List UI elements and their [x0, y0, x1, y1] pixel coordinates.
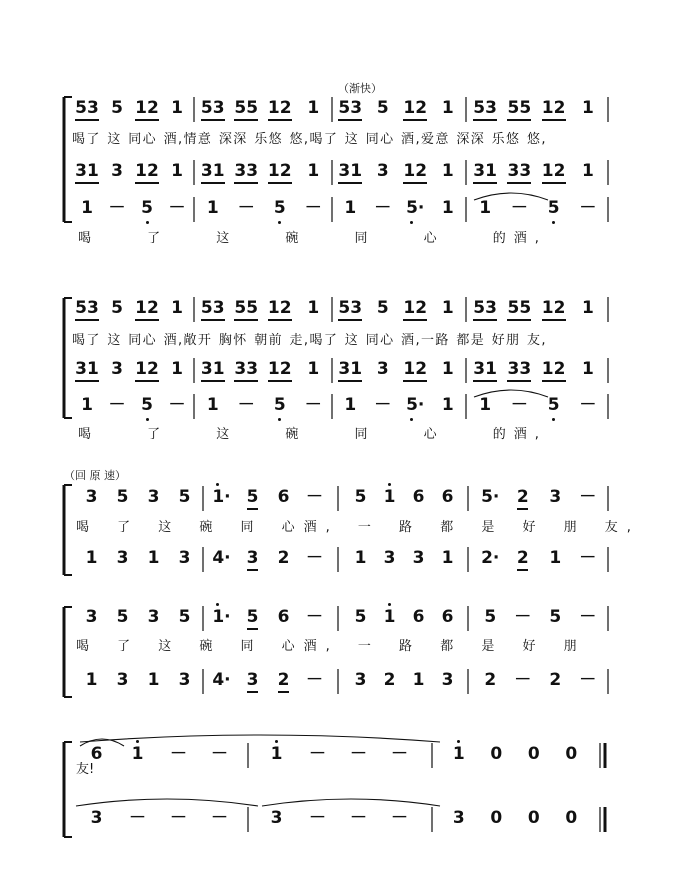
eighth-underline [507, 319, 531, 321]
note-1-3-1: 33 [507, 161, 532, 181]
note-5-0-1: － [108, 395, 126, 415]
note-1-0-1: 3 [111, 161, 123, 181]
note-6-3-3: － [579, 487, 597, 507]
note-5-1-2: 5 [273, 395, 286, 415]
note-2-2-2: 5· [406, 198, 425, 218]
eighth-underline [234, 319, 258, 321]
note-6-0-3: 5 [178, 487, 191, 507]
note-2-3-3: － [579, 198, 597, 218]
note-10-1-1: － [309, 744, 326, 764]
note-1-1-2: 12 [267, 161, 292, 181]
note-4-3-0: 31 [473, 359, 497, 379]
note-2-0-2: 5 [141, 198, 153, 218]
lyrics-line-1: 喝了 这 同心 酒,情意 深深 乐悠 悠,喝了 这 同心 酒,爱意 深深 乐悠 悠, [72, 132, 547, 147]
note-6-1-1: 5 [246, 487, 259, 507]
note-10-2-1: 0 [490, 744, 503, 764]
note-3-0-0: 53 [75, 298, 99, 318]
note-5-0-0: 1 [81, 395, 93, 415]
note-1-1-0: 31 [200, 161, 225, 181]
note-8-0-2: 3 [147, 607, 160, 627]
note-6-0-2: 3 [147, 487, 160, 507]
eighth-underline [135, 182, 159, 184]
eighth-underline [278, 691, 289, 693]
note-4-0-3: 1 [171, 359, 183, 379]
note-4-3-3: 1 [581, 359, 594, 379]
note-0-3-2: 12 [541, 98, 566, 118]
eighth-underline [268, 119, 292, 121]
note-6-0-0: 3 [85, 487, 98, 507]
note-5-2-2: 5· [406, 395, 425, 415]
note-0-0-0: 53 [75, 98, 99, 118]
note-6-1-0: 1· [212, 487, 231, 507]
note-4-0-2: 12 [135, 359, 159, 379]
note-1-2-1: 3 [376, 161, 389, 181]
note-11-1-0: 3 [270, 808, 283, 828]
note-9-2-0: 3 [354, 670, 367, 690]
note-6-2-0: 5 [354, 487, 367, 507]
note-7-2-0: 1 [354, 548, 367, 568]
note-9-1-2: 2 [277, 670, 290, 690]
note-9-1-3: － [306, 670, 323, 690]
eighth-underline [507, 380, 531, 382]
eighth-underline [135, 119, 159, 121]
note-1-1-1: 33 [234, 161, 259, 181]
system-2-bracket [64, 298, 72, 418]
note-1-0-2: 12 [135, 161, 159, 181]
note-5-3-3: － [579, 395, 597, 415]
octave-dot-below [146, 418, 149, 421]
eighth-underline [247, 569, 258, 571]
note-5-2-3: 1 [441, 395, 454, 415]
note-6-1-3: － [306, 487, 323, 507]
note-7-0-2: 1 [147, 548, 160, 568]
note-11-0-1: － [129, 808, 146, 828]
octave-dot-above [388, 483, 391, 486]
note-3-3-3: 1 [581, 298, 594, 318]
eighth-underline [201, 380, 225, 382]
note-0-2-0: 53 [338, 98, 363, 118]
eighth-underline [201, 182, 225, 184]
note-2-2-1: － [374, 198, 392, 218]
note-9-2-3: 3 [441, 670, 454, 690]
system-4-bracket [64, 607, 72, 697]
note-3-0-2: 12 [135, 298, 159, 318]
note-0-1-1: 55 [234, 98, 259, 118]
note-4-3-2: 12 [541, 359, 566, 379]
note-0-1-2: 12 [267, 98, 292, 118]
eighth-underline [338, 119, 362, 121]
note-10-2-0: 1 [452, 744, 465, 764]
octave-dot-above [216, 603, 219, 606]
note-2-1-0: 1 [206, 198, 219, 218]
eighth-underline [234, 182, 258, 184]
note-9-3-0: 2 [484, 670, 497, 690]
note-0-2-1: 5 [376, 98, 389, 118]
note-4-0-0: 31 [75, 359, 99, 379]
tie-system5-bottom-1 [76, 799, 258, 806]
note-2-1-1: － [237, 198, 255, 218]
note-3-2-1: 5 [376, 298, 389, 318]
note-7-3-1: 2 [516, 548, 529, 568]
note-8-3-2: 5 [549, 607, 562, 627]
eighth-underline [542, 380, 566, 382]
note-5-0-2: 5 [141, 395, 153, 415]
eighth-underline [542, 319, 566, 321]
lyrics-line-4: 喝 了 这 碗 同 心 的酒, [78, 427, 547, 442]
system-5-bracket [64, 742, 72, 837]
note-10-0-2: － [170, 744, 187, 764]
note-4-1-2: 12 [267, 359, 292, 379]
note-8-2-1: 1 [383, 607, 396, 627]
note-7-0-1: 3 [116, 548, 129, 568]
note-8-0-3: 5 [178, 607, 191, 627]
eighth-underline [75, 319, 99, 321]
tie-system5-bottom-2 [262, 799, 440, 806]
note-11-2-2: 0 [527, 808, 540, 828]
eighth-underline [201, 319, 225, 321]
note-10-1-0: 1 [270, 744, 283, 764]
note-11-1-3: － [391, 808, 408, 828]
note-9-1-1: 3 [246, 670, 259, 690]
note-11-0-2: － [170, 808, 187, 828]
note-4-3-1: 33 [507, 359, 532, 379]
note-1-0-3: 1 [171, 161, 183, 181]
note-2-3-2: 5 [547, 198, 560, 218]
note-9-3-2: 2 [549, 670, 562, 690]
note-2-2-0: 1 [344, 198, 357, 218]
note-8-1-2: 6 [277, 607, 290, 627]
note-11-1-2: － [350, 808, 367, 828]
note-7-0-3: 3 [178, 548, 191, 568]
note-3-1-3: 1 [307, 298, 320, 318]
eighth-underline [338, 182, 362, 184]
note-0-0-1: 5 [111, 98, 123, 118]
note-4-2-0: 31 [338, 359, 363, 379]
eighth-underline [473, 119, 497, 121]
note-1-3-2: 12 [541, 161, 566, 181]
eighth-underline [338, 380, 362, 382]
note-2-3-0: 1 [479, 198, 492, 218]
note-0-1-3: 1 [307, 98, 320, 118]
eighth-underline [507, 182, 531, 184]
note-7-1-0: 4· [212, 548, 231, 568]
note-11-2-1: 0 [490, 808, 503, 828]
note-10-1-2: － [350, 744, 367, 764]
note-0-3-0: 53 [473, 98, 497, 118]
note-0-0-3: 1 [171, 98, 183, 118]
eighth-underline [75, 119, 99, 121]
note-6-0-1: 5 [116, 487, 129, 507]
note-9-0-0: 1 [85, 670, 98, 690]
eighth-underline [135, 319, 159, 321]
note-3-1-0: 53 [200, 298, 225, 318]
note-1-1-3: 1 [307, 161, 320, 181]
note-7-3-2: 1 [549, 548, 562, 568]
note-5-1-3: － [304, 395, 322, 415]
note-5-1-0: 1 [206, 395, 219, 415]
eighth-underline [268, 380, 292, 382]
eighth-underline [542, 119, 566, 121]
eighth-underline [75, 182, 99, 184]
note-8-1-0: 1· [212, 607, 231, 627]
note-3-2-3: 1 [441, 298, 454, 318]
note-3-1-1: 55 [234, 298, 259, 318]
note-6-3-2: 3 [549, 487, 562, 507]
note-0-1-0: 53 [200, 98, 225, 118]
note-3-2-0: 53 [338, 298, 363, 318]
note-1-3-0: 31 [473, 161, 497, 181]
note-2-2-3: 1 [441, 198, 454, 218]
note-2-0-3: － [168, 198, 186, 218]
eighth-underline [247, 628, 258, 630]
note-3-0-1: 5 [111, 298, 123, 318]
note-2-0-1: － [108, 198, 126, 218]
eighth-underline [403, 319, 427, 321]
note-6-2-1: 1 [383, 487, 396, 507]
note-4-1-0: 31 [200, 359, 225, 379]
octave-dot-above [216, 483, 219, 486]
eighth-underline [234, 380, 258, 382]
eighth-underline [517, 508, 528, 510]
octave-dot-above [388, 603, 391, 606]
note-5-2-0: 1 [344, 395, 357, 415]
note-0-2-3: 1 [441, 98, 454, 118]
lyrics-line-3: 喝了 这 同心 酒,敞开 胸怀 朝前 走,喝了 这 同心 酒,一路 都是 好朋 友, [72, 333, 547, 348]
note-11-0-0: 3 [90, 808, 103, 828]
note-7-3-3: － [579, 548, 597, 568]
note-7-2-1: 3 [383, 548, 396, 568]
note-2-1-3: － [304, 198, 322, 218]
note-8-3-1: － [514, 607, 532, 627]
eighth-underline [234, 119, 258, 121]
note-9-2-2: 1 [412, 670, 425, 690]
octave-dot-above [275, 740, 278, 743]
note-5-3-2: 5 [547, 395, 560, 415]
note-8-2-2: 6 [412, 607, 425, 627]
note-4-2-1: 3 [376, 359, 389, 379]
note-9-1-0: 4· [212, 670, 231, 690]
note-6-3-0: 5· [481, 487, 500, 507]
eighth-underline [473, 319, 497, 321]
octave-dot-above [136, 740, 139, 743]
lyrics-line-7: 友! [76, 762, 95, 777]
tie-system5-top [80, 735, 440, 742]
note-9-3-3: － [579, 670, 597, 690]
note-0-2-2: 12 [403, 98, 428, 118]
note-3-1-2: 12 [267, 298, 292, 318]
note-1-3-3: 1 [581, 161, 594, 181]
note-10-0-3: － [211, 744, 228, 764]
eighth-underline [268, 182, 292, 184]
note-10-0-0: 6 [90, 744, 103, 764]
note-10-0-1: 1 [131, 744, 144, 764]
eighth-underline [201, 119, 225, 121]
note-7-0-0: 1 [85, 548, 98, 568]
note-9-0-3: 3 [178, 670, 191, 690]
note-11-1-1: － [309, 808, 326, 828]
note-10-2-2: 0 [527, 744, 540, 764]
octave-dot-below [146, 221, 149, 224]
note-10-1-3: － [391, 744, 408, 764]
eighth-underline [268, 319, 292, 321]
note-7-1-3: － [306, 548, 323, 568]
note-9-0-1: 3 [116, 670, 129, 690]
note-1-2-3: 1 [441, 161, 454, 181]
eighth-underline [542, 182, 566, 184]
note-2-0-0: 1 [81, 198, 93, 218]
eighth-underline [403, 380, 427, 382]
eighth-underline [75, 380, 99, 382]
note-1-0-0: 31 [75, 161, 99, 181]
note-8-1-3: － [306, 607, 323, 627]
note-9-2-1: 2 [383, 670, 396, 690]
eighth-underline [517, 569, 528, 571]
eighth-underline [135, 380, 159, 382]
note-8-3-3: － [579, 607, 597, 627]
note-7-3-0: 2· [481, 548, 500, 568]
note-8-0-0: 3 [85, 607, 98, 627]
note-5-2-1: － [374, 395, 392, 415]
note-4-1-3: 1 [307, 359, 320, 379]
lyrics-line-5: 喝 了 这 碗 同 心酒, 一 路 都 是 好 朋 友, [76, 520, 640, 535]
note-11-0-3: － [211, 808, 228, 828]
note-7-1-2: 2 [277, 548, 290, 568]
note-5-3-0: 1 [479, 395, 492, 415]
note-3-0-3: 1 [171, 298, 183, 318]
note-0-0-2: 12 [135, 98, 159, 118]
note-11-2-0: 3 [452, 808, 465, 828]
eighth-underline [507, 119, 531, 121]
note-4-2-3: 1 [441, 359, 454, 379]
note-7-2-2: 3 [412, 548, 425, 568]
note-11-2-3: 0 [565, 808, 578, 828]
note-6-2-3: 6 [441, 487, 454, 507]
eighth-underline [338, 319, 362, 321]
note-3-3-0: 53 [473, 298, 497, 318]
note-8-3-0: 5 [484, 607, 497, 627]
note-4-1-1: 33 [234, 359, 259, 379]
tempo-marking-a-tempo: （回 原 速） [64, 469, 126, 482]
note-5-1-1: － [237, 395, 255, 415]
eighth-underline [473, 380, 497, 382]
octave-dot-below [410, 418, 413, 421]
note-2-1-2: 5 [273, 198, 286, 218]
system-3-bracket [64, 485, 72, 575]
note-9-3-1: － [514, 670, 532, 690]
note-3-3-2: 12 [541, 298, 566, 318]
note-7-2-3: 1 [441, 548, 454, 568]
note-3-2-2: 12 [403, 298, 428, 318]
note-1-2-2: 12 [403, 161, 428, 181]
note-6-3-1: 2 [516, 487, 529, 507]
eighth-underline [403, 119, 427, 121]
note-0-3-1: 55 [507, 98, 532, 118]
note-6-1-2: 6 [277, 487, 290, 507]
eighth-underline [247, 691, 258, 693]
note-3-3-1: 55 [507, 298, 532, 318]
system-1-bracket [64, 97, 72, 222]
eighth-underline [247, 508, 258, 510]
eighth-underline [403, 182, 427, 184]
octave-dot-below [410, 221, 413, 224]
note-6-2-2: 6 [412, 487, 425, 507]
note-4-2-2: 12 [403, 359, 428, 379]
note-8-1-1: 5 [246, 607, 259, 627]
eighth-underline [473, 182, 497, 184]
note-8-0-1: 5 [116, 607, 129, 627]
note-9-0-2: 1 [147, 670, 160, 690]
note-5-3-1: － [510, 395, 528, 415]
note-8-2-3: 6 [441, 607, 454, 627]
lyrics-line-6: 喝 了 这 碗 同 心酒, 一 路 都 是 好 朋 [76, 639, 586, 654]
note-5-0-3: － [168, 395, 186, 415]
note-2-3-1: － [510, 198, 528, 218]
note-0-3-3: 1 [581, 98, 594, 118]
lyrics-line-2: 喝 了 这 碗 同 心 的酒, [78, 231, 547, 246]
note-8-2-0: 5 [354, 607, 367, 627]
note-1-2-0: 31 [338, 161, 363, 181]
note-4-0-1: 3 [111, 359, 123, 379]
note-10-2-3: 0 [565, 744, 578, 764]
note-7-1-1: 3 [246, 548, 259, 568]
tempo-marking-accelerando: （渐快） [338, 82, 382, 95]
